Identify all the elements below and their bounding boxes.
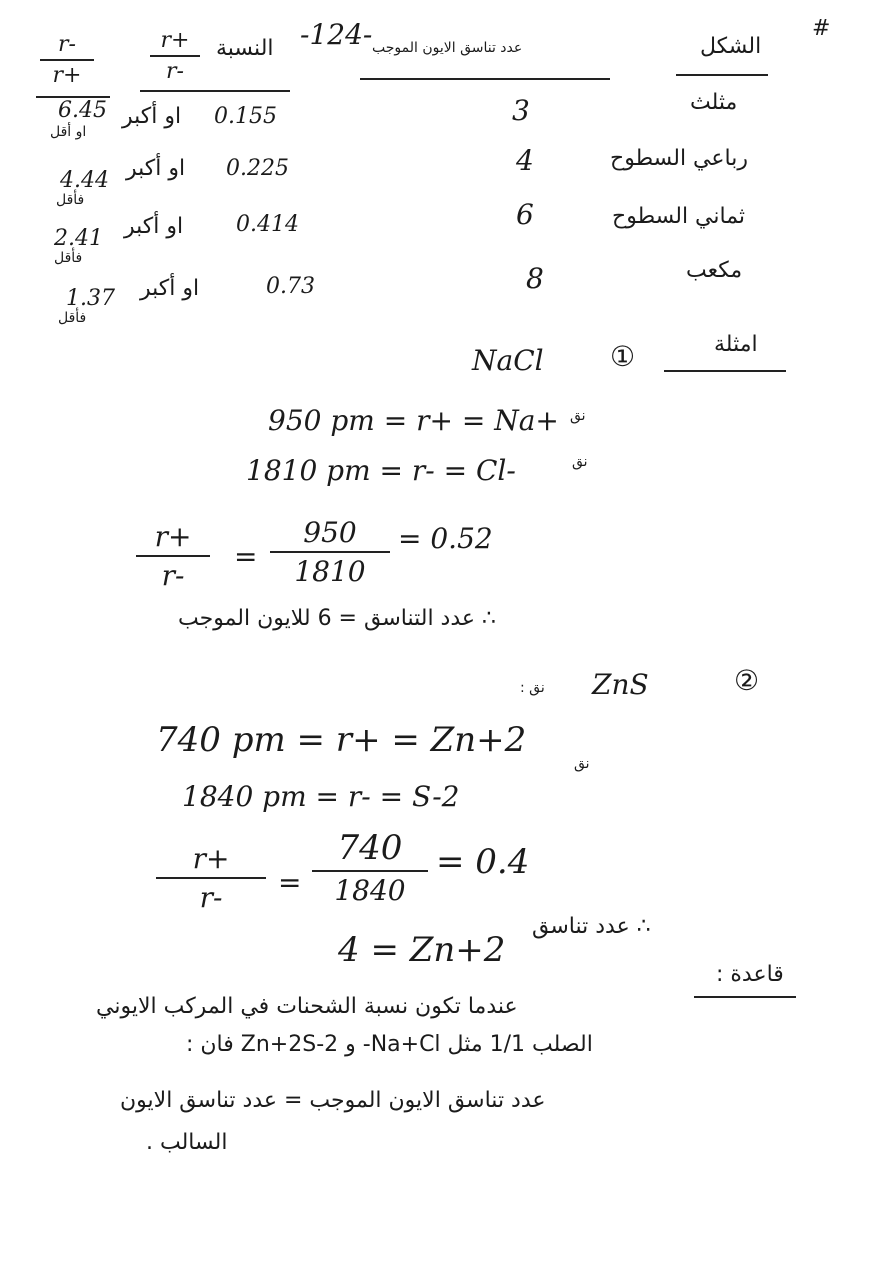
header-ratio-rminus-over-rplus: r- r+	[40, 32, 94, 88]
corner-mark: #	[812, 16, 831, 41]
page-number: -124-	[300, 18, 373, 51]
radius-cation-line: 740 pm = r+ = Zn+2	[156, 720, 527, 760]
example-compound: ZnS	[592, 668, 649, 701]
row-inverse-note: فأقل	[58, 310, 87, 326]
rule-line-2: الصلب 1/1 مثل Na+Cl- و Zn+2S-2 فان :	[186, 1032, 593, 1057]
radius-label: نق	[572, 454, 588, 470]
row-cn: 4	[516, 144, 534, 177]
scanned-page: -124- # الشكل عدد تناسق الايون الموجب النسبة r+ r- r- r+ مثلث 3 0.155 او أكبر 6.45 او أقل رباعي السطوح 4 0.225 او أكبر 4.44 فأقل ثماني السطوح 6 0.414 او أكبر 2.41 فأقل مكعب 8 0.73 او أكبر 1.37 فأقل امثلة ① NaCl 950 pm = r+ = Na+ نق 1810 pm = r- = Cl- نق r+ r- = 950 1810 = 0.52 ∴ عدد التناسق = 6 للايون الموجب ② ZnS 740 pm = r+ = Zn+2 نق : 1840 pm = r- = S-2 نق r+ r- = 740 1840 = 0.4 ∴ عدد تناسق 4 = Zn+2 قاعدة : عندما تكون نسبة الشحنات في المركب الايوني الصلب 1/1 مثل Na+Cl- و Zn+2S-2 فان : عدد تناسق الايون الموجب = عدد تناسق الايون السالب .	[0, 0, 893, 1263]
row-shape: مكعب	[686, 258, 743, 283]
rule-title: قاعدة :	[716, 962, 784, 987]
example-marker: ②	[734, 664, 760, 697]
row-ratio: 0.414	[236, 212, 299, 237]
row-ratio: 0.73	[266, 274, 315, 299]
row-cn: 8	[526, 262, 544, 295]
row-ratio: 0.155	[214, 104, 277, 129]
row-inverse: 2.41	[54, 226, 103, 251]
row-inverse-note: فأقل	[54, 250, 83, 266]
example-marker: ①	[610, 340, 636, 373]
row-cn: 3	[512, 94, 530, 127]
header-ratio-label: النسبة	[216, 36, 274, 61]
row-inverse-note: فأقل	[56, 192, 85, 208]
row-inverse: 6.45	[58, 98, 107, 123]
header-coordination-number: عدد تناسق الايون الموجب	[372, 40, 523, 56]
radius-cation-line: 950 pm = r+ = Na+	[268, 404, 559, 437]
row-inverse: 1.37	[66, 286, 115, 311]
header-shape: الشكل	[700, 34, 762, 59]
row-qualifier: او أكبر	[126, 156, 186, 181]
ratio-result: = 0.52	[398, 522, 493, 555]
example-compound: NaCl	[472, 344, 544, 377]
example-conclusion-equation: 4 = Zn+2	[338, 930, 506, 970]
row-qualifier: او أكبر	[122, 104, 182, 129]
row-qualifier: او أكبر	[140, 276, 200, 301]
rule-line-4: السالب .	[146, 1130, 228, 1155]
ratio-result: = 0.4	[436, 842, 530, 882]
radius-anion-line: 1840 pm = r- = S-2	[182, 780, 460, 813]
row-qualifier: او أكبر	[124, 214, 184, 239]
row-ratio: 0.225	[226, 156, 289, 181]
example-conclusion-text: ∴ عدد تناسق	[532, 914, 651, 939]
ratio-fraction-symbolic: r+ r-	[136, 520, 210, 592]
row-inverse-note: او أقل	[50, 124, 87, 140]
ratio-fraction-values: 740 1840	[312, 828, 428, 907]
radius-label: نق	[570, 408, 586, 424]
header-ratio-rplus-over-rminus: r+ r-	[150, 28, 200, 84]
row-shape: رباعي السطوح	[610, 146, 748, 171]
rule-line-1: عندما تكون نسبة الشحنات في المركب الايوني	[96, 994, 518, 1019]
radius-label: نق	[574, 756, 590, 772]
ratio-fraction-values: 950 1810	[270, 516, 390, 588]
row-shape: مثلث	[690, 90, 738, 115]
example-conclusion: ∴ عدد التناسق = 6 للايون الموجب	[178, 606, 497, 631]
ratio-fraction-symbolic: r+ r-	[156, 842, 266, 914]
radius-label: نق :	[520, 680, 545, 696]
rule-line-3: عدد تناسق الايون الموجب = عدد تناسق الايون	[120, 1088, 546, 1113]
row-inverse: 4.44	[60, 168, 109, 193]
radius-anion-line: 1810 pm = r- = Cl-	[246, 454, 516, 487]
row-cn: 6	[516, 198, 534, 231]
row-shape: ثماني السطوح	[612, 204, 746, 229]
examples-heading: امثلة	[714, 332, 758, 357]
